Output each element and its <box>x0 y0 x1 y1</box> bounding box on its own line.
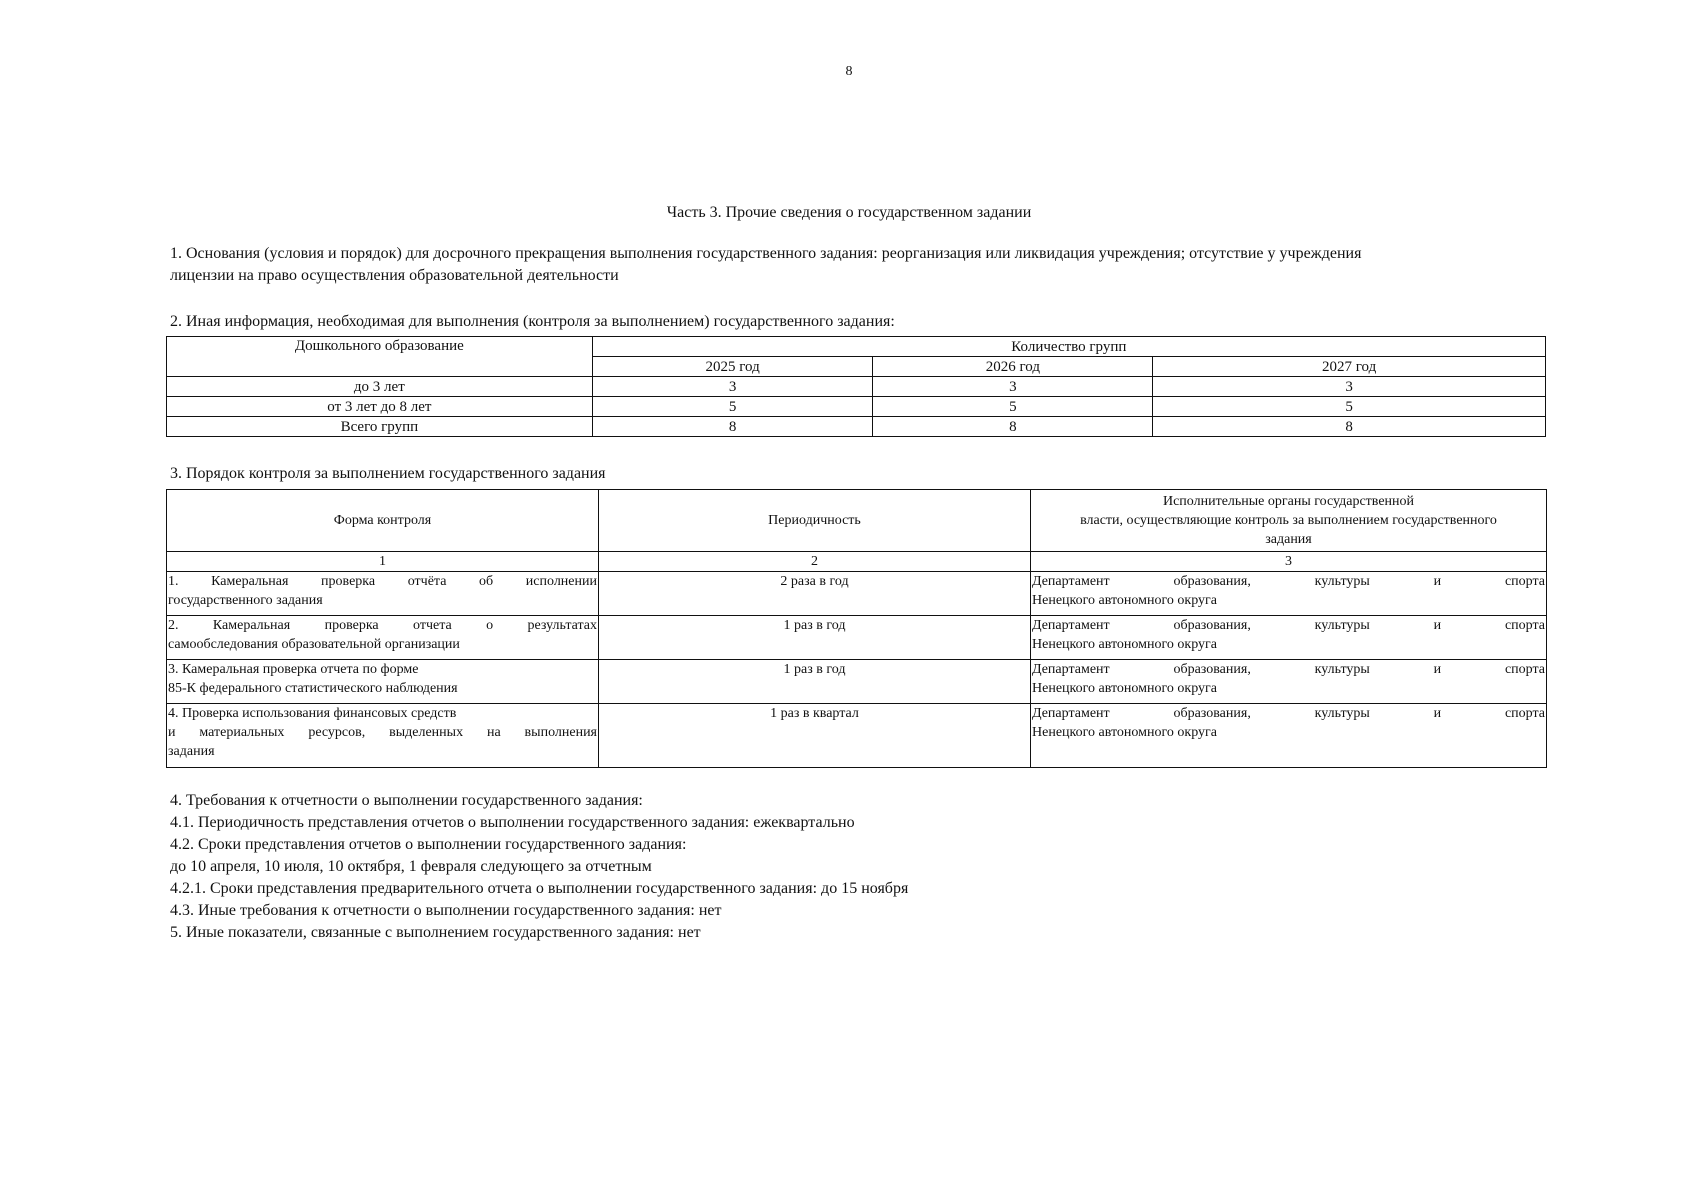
section-1-line-2: лицензии на право осуществления образовательной деятельности <box>170 267 619 284</box>
cell-value: 3 <box>873 377 1153 397</box>
cell-value: 8 <box>1153 417 1546 437</box>
table-row <box>167 660 1547 704</box>
organ-line: Департамент образования, культуры и спорта <box>1032 662 1545 677</box>
requirement-line: 4.2.1. Сроки представления предварительного отчета о выполнении государственного задания: до 15 ноября <box>170 880 909 897</box>
table-row <box>167 417 1546 437</box>
requirement-line: 5. Иные показатели, связанные с выполнением государственного задания: нет <box>170 924 701 941</box>
year-2026: 2026 год <box>873 357 1153 377</box>
column-number: 1 <box>167 552 599 572</box>
organ-line: Ненецкого автономного округа <box>1032 725 1217 740</box>
column-number: 2 <box>599 552 1031 572</box>
form-line: государственного задания <box>168 593 323 608</box>
section-1-text <box>170 243 1470 287</box>
cell-value: 5 <box>873 397 1153 417</box>
control-table <box>166 489 1547 768</box>
organ-line: Ненецкого автономного округа <box>1032 681 1217 696</box>
form-line: 4. Проверка использования финансовых средств <box>168 706 457 721</box>
groups-table <box>166 336 1546 437</box>
groups-table-header-row <box>167 337 1546 357</box>
form-line: 2. Камеральная проверка отчета о результатах <box>168 618 597 633</box>
header-period: Периодичность <box>599 490 1031 552</box>
header-organ <box>1031 490 1547 552</box>
table-row <box>167 397 1546 417</box>
section-2-heading: 2. Иная информация, необходимая для выполнения (контроля за выполнением) государственного задания: <box>170 313 895 330</box>
form-cell <box>167 704 599 768</box>
table-row <box>167 572 1547 616</box>
table-row <box>167 704 1547 768</box>
section-3-heading: 3. Порядок контроля за выполнением государственного задания <box>170 465 606 482</box>
column-number: 3 <box>1031 552 1547 572</box>
cell-value: 5 <box>1153 397 1546 417</box>
cell-value: 5 <box>592 397 873 417</box>
organ-cell <box>1031 572 1547 616</box>
organ-cell <box>1031 660 1547 704</box>
form-line: самообследования образовательной организации <box>168 637 460 652</box>
year-2027: 2027 год <box>1153 357 1546 377</box>
header-form: Форма контроля <box>167 490 599 552</box>
form-line: 85-К федерального статистического наблюдения <box>168 681 458 696</box>
requirement-line: 4.1. Периодичность представления отчетов о выполнении государственного задания: ежеквартально <box>170 814 855 831</box>
header-organ-line-3: задания <box>1265 532 1312 547</box>
form-line: 1. Камеральная проверка отчёта об исполнении <box>168 574 597 589</box>
page-title: Часть 3. Прочие сведения о государственном задании <box>666 204 1032 221</box>
period-cell: 2 раза в год <box>599 572 1031 616</box>
organ-line: Департамент образования, культуры и спорта <box>1032 706 1545 721</box>
groups-col-label: Дошкольного образование <box>167 337 593 377</box>
table-row <box>167 616 1547 660</box>
organ-line: Ненецкого автономного округа <box>1032 637 1217 652</box>
period-cell: 1 раз в год <box>599 616 1031 660</box>
organ-cell <box>1031 616 1547 660</box>
page-number: 8 <box>845 64 853 79</box>
organ-line: Ненецкого автономного округа <box>1032 593 1217 608</box>
requirement-line: 4.3. Иные требования к отчетности о выполнении государственного задания: нет <box>170 902 722 919</box>
requirement-line: 4.2. Сроки представления отчетов о выполнении государственного задания: <box>170 836 687 853</box>
requirements-section <box>170 790 908 944</box>
cell-value: 3 <box>592 377 873 397</box>
cell-value: 8 <box>873 417 1153 437</box>
header-organ-line-1: Исполнительные органы государственной <box>1162 494 1415 509</box>
requirement-line: 4. Требования к отчетности о выполнении государственного задания: <box>170 792 643 809</box>
form-cell <box>167 572 599 616</box>
form-cell <box>167 616 599 660</box>
year-2025: 2025 год <box>592 357 873 377</box>
column-numbers-row <box>167 552 1547 572</box>
control-header-row <box>167 490 1547 552</box>
header-organ-line-2: власти, осуществляющие контроль за выполнением государственного <box>1080 513 1497 528</box>
form-line: задания <box>168 744 215 759</box>
form-line: и материальных ресурсов, выделенных на выполнения <box>168 725 597 740</box>
row-label: от 3 лет до 8 лет <box>167 397 593 417</box>
table-row <box>167 377 1546 397</box>
organ-line: Департамент образования, культуры и спорта <box>1032 618 1545 633</box>
organ-line: Департамент образования, культуры и спорта <box>1032 574 1545 589</box>
cell-value: 8 <box>592 417 873 437</box>
period-cell: 1 раз в год <box>599 660 1031 704</box>
form-cell <box>167 660 599 704</box>
form-line: 3. Камеральная проверка отчета по форме <box>168 662 419 677</box>
row-label: до 3 лет <box>167 377 593 397</box>
cell-value: 3 <box>1153 377 1546 397</box>
row-label: Всего групп <box>167 417 593 437</box>
groups-header: Количество групп <box>592 337 1545 357</box>
section-1-line-1: 1. Основания (условия и порядок) для досрочного прекращения выполнения государственного задания: реорганизация или ликвидация учреждения; отсутствие у учреждения <box>170 245 1362 262</box>
period-cell: 1 раз в квартал <box>599 704 1031 768</box>
requirement-line: до 10 апреля, 10 июля, 10 октября, 1 февраля следующего за отчетным <box>170 858 652 875</box>
organ-cell <box>1031 704 1547 768</box>
